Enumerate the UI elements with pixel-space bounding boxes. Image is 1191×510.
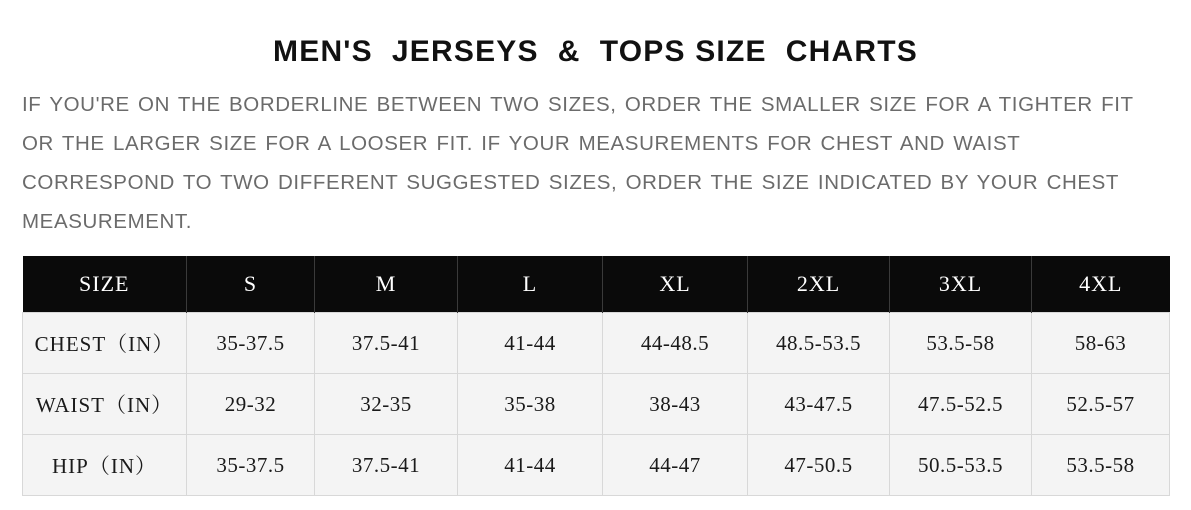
cell-waist-4xl: 52.5-57 [1032, 374, 1170, 435]
column-header-l: L [458, 256, 603, 313]
table-row [23, 435, 1170, 496]
cell-hip-s: 35-37.5 [187, 435, 315, 496]
column-header-4xl: 4XL [1032, 256, 1170, 313]
column-header-xl: XL [603, 256, 748, 313]
row-label-hip: HIP（IN） [23, 435, 187, 496]
column-header-3xl: 3XL [890, 256, 1032, 313]
table-row [23, 313, 1170, 374]
cell-hip-3xl: 50.5-53.5 [890, 435, 1032, 496]
column-header-m: M [315, 256, 458, 313]
page-title: MEN'S JERSEYS & TOPS SIZE CHARTS [273, 35, 918, 68]
cell-waist-s: 29-32 [187, 374, 315, 435]
table-body [23, 313, 1170, 496]
cell-chest-s: 35-37.5 [187, 313, 315, 374]
cell-chest-3xl: 53.5-58 [890, 313, 1032, 374]
size-chart-table [22, 256, 1170, 496]
intro-paragraph: IF YOU'RE ON THE BORDERLINE BETWEEN TWO SIZES, ORDER THE SMALLER SIZE FOR A TIGHTER FIT OR THE LARGER SIZE FOR A LOOSER FIT. IF YOUR MEASUREMENTS FOR CHEST AND WAIST CORRESPOND TO TWO DIFFERENT SUGGESTED SIZES, ORDER THE SIZE INDICATED BY YOUR CHEST MEASUREMENT. [22, 93, 1134, 233]
row-label-waist: WAIST（IN） [23, 374, 187, 435]
cell-waist-l: 35-38 [458, 374, 603, 435]
cell-chest-2xl: 48.5-53.5 [748, 313, 890, 374]
cell-waist-xl: 38-43 [603, 374, 748, 435]
table-row [23, 374, 1170, 435]
cell-waist-3xl: 47.5-52.5 [890, 374, 1032, 435]
cell-chest-l: 41-44 [458, 313, 603, 374]
cell-hip-xl: 44-47 [603, 435, 748, 496]
row-label-chest: CHEST（IN） [23, 313, 187, 374]
cell-chest-4xl: 58-63 [1032, 313, 1170, 374]
cell-hip-4xl: 53.5-58 [1032, 435, 1170, 496]
cell-hip-l: 41-44 [458, 435, 603, 496]
cell-hip-2xl: 47-50.5 [748, 435, 890, 496]
table-header-row [23, 256, 1170, 313]
cell-chest-xl: 44-48.5 [603, 313, 748, 374]
cell-waist-2xl: 43-47.5 [748, 374, 890, 435]
column-header-s: S [187, 256, 315, 313]
column-header-size: SIZE [23, 256, 187, 313]
cell-waist-m: 32-35 [315, 374, 458, 435]
cell-chest-m: 37.5-41 [315, 313, 458, 374]
cell-hip-m: 37.5-41 [315, 435, 458, 496]
column-header-2xl: 2XL [748, 256, 890, 313]
size-chart-table-wrapper [22, 256, 1169, 496]
table-header [23, 256, 1170, 313]
